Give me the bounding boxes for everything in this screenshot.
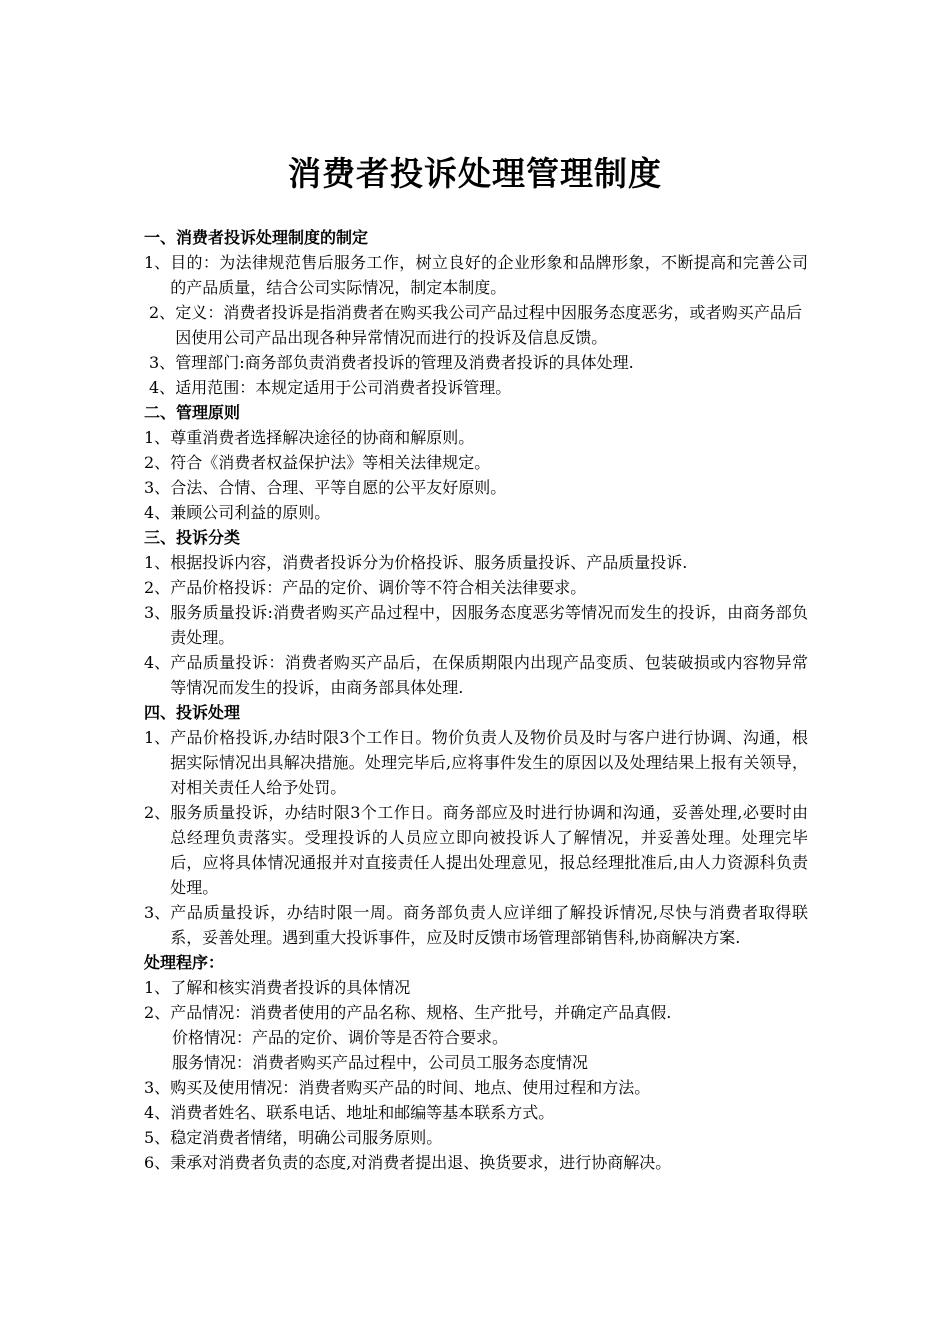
item-text: 兼顾公司利益的原则。	[170, 503, 331, 522]
item-text: 产品质量投诉：消费者购买产品后，在保质期限内出现产品变质、包装破损或内容物异常等情况而发生的投诉，由商务部具体处理.	[170, 653, 808, 697]
item-number: 1、	[144, 728, 171, 747]
list-item	[144, 475, 808, 500]
item-text: 购买及使用情况：消费者购买产品的时间、地点、使用过程和方法。	[170, 1078, 651, 1097]
list-item	[144, 250, 808, 300]
item-text: 服务质量投诉，办结时限3个工作日。商务部应及时进行协调和沟通，妥善处理,必要时由总经理负责落实。受理投诉的人员应立即向被投诉人了解情况，并妥善处理。处理完毕后，应将具体情况通报并对直接责任人提出处理意见，报总经理批准后,由人力资源科负责处理。	[170, 803, 808, 897]
item-text: 符合《消费者权益保护法》等相关法律规定。	[170, 453, 491, 472]
section-heading: 二、管理原则	[144, 403, 241, 422]
page-title: 消费者投诉处理管理制度	[288, 154, 662, 193]
list-item	[144, 1150, 808, 1175]
item-number: 6、	[144, 1153, 171, 1172]
list-item	[144, 425, 808, 450]
item-number: 3、	[144, 903, 171, 922]
list-item	[144, 350, 808, 375]
item-text: 秉承对消费者负责的态度,对消费者提出退、换货要求，进行协商解决。	[170, 1153, 672, 1172]
item-text: 消费者姓名、联系电话、地址和邮编等基本联系方式。	[170, 1103, 555, 1122]
section-heading: 三、投诉分类	[144, 528, 241, 547]
item-number: 1、	[144, 428, 171, 447]
item-number: 3、	[149, 353, 176, 372]
item-text: 产品情况：消费者使用的产品名称、规格、生产批号，并确定产品真假.	[170, 1003, 672, 1022]
item-text: 目的：为法律规范售后服务工作，树立良好的企业形象和品牌形象，不断提高和完善公司的产品质量，结合公司实际情况，制定本制度。	[170, 253, 808, 297]
item-text: 产品价格投诉,办结时限3个工作日。物价负责人及物价员及时与客户进行协调、沟通，根据实际情况出具解决措施。处理完毕后,应将事件发生的原因以及处理结果上报有关领导，对相关责任人给予处罚。	[170, 728, 808, 797]
list-item	[144, 600, 808, 650]
item-number: 1、	[144, 978, 171, 997]
list-item	[144, 1000, 808, 1025]
list-item	[144, 575, 808, 600]
list-item	[144, 1075, 808, 1100]
item-number: 3、	[144, 478, 171, 497]
item-number: 2、	[144, 453, 171, 472]
item-number: 2、	[149, 303, 176, 322]
item-text: 产品价格投诉：产品的定价、调价等不符合相关法律要求。	[170, 578, 587, 597]
item-number: 2、	[144, 1003, 171, 1022]
list-item	[144, 500, 808, 525]
item-text: 适用范围：本规定适用于公司消费者投诉管理。	[175, 378, 512, 397]
list-subline: 服务情况：消费者购买产品过程中，公司员工服务态度情况	[172, 1053, 589, 1072]
item-text: 稳定消费者情绪，明确公司服务原则。	[170, 1128, 443, 1147]
item-text: 服务质量投诉:消费者购买产品过程中，因服务态度恶劣等情况而发生的投诉，由商务部负责处理。	[170, 603, 808, 647]
item-number: 1、	[144, 253, 171, 272]
item-number: 2、	[144, 578, 171, 597]
item-number: 4、	[144, 653, 171, 672]
item-text: 定义：消费者投诉是指消费者在购买我公司产品过程中因服务态度恶劣，或者购买产品后因使用公司产品出现各种异常情况而进行的投诉及信息反馈。	[175, 303, 802, 347]
item-number: 4、	[144, 1103, 171, 1122]
section-heading: 四、投诉处理	[144, 703, 241, 722]
list-subline: 价格情况：产品的定价、调价等是否符合要求。	[172, 1028, 509, 1047]
list-item	[144, 450, 808, 475]
item-text: 产品质量投诉，办结时限一周。商务部负责人应详细了解投诉情况,尽快与消费者取得联系，妥善处理。遇到重大投诉事件，应及时反馈市场管理部销售科,协商解决方案.	[170, 903, 808, 947]
section-heading: 一、消费者投诉处理制度的制定	[144, 228, 369, 247]
list-item	[144, 650, 808, 700]
item-number: 3、	[144, 603, 171, 622]
item-number: 3、	[144, 1078, 171, 1097]
item-number: 4、	[149, 378, 176, 397]
item-number: 2、	[144, 803, 171, 822]
list-item	[144, 300, 808, 350]
item-text: 根据投诉内容，消费者投诉分为价格投诉、服务质量投诉、产品质量投诉.	[170, 553, 688, 572]
list-item	[144, 900, 808, 950]
list-item	[144, 1125, 808, 1150]
item-text: 合法、合情、合理、平等自愿的公平友好原则。	[170, 478, 507, 497]
item-text: 尊重消费者选择解决途径的协商和解原则。	[170, 428, 475, 447]
item-text: 管理部门:商务部负责消费者投诉的管理及消费者投诉的具体处理.	[175, 353, 634, 372]
item-text: 了解和核实消费者投诉的具体情况	[170, 978, 411, 997]
list-item	[144, 725, 808, 800]
list-item	[144, 1100, 808, 1125]
list-item	[144, 375, 808, 400]
item-number: 1、	[144, 553, 171, 572]
document-body	[144, 225, 808, 1175]
item-number: 5、	[144, 1128, 171, 1147]
item-number: 4、	[144, 503, 171, 522]
section-heading: 处理程序：	[144, 953, 225, 972]
list-item	[144, 550, 808, 575]
list-item	[144, 800, 808, 900]
list-item	[144, 975, 808, 1000]
